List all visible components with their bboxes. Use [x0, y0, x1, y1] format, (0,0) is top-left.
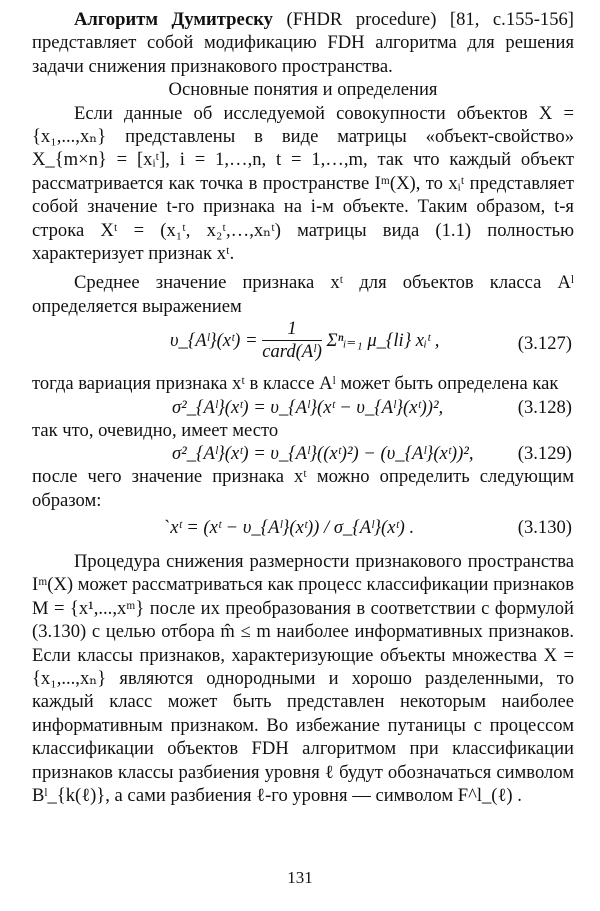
eq127-number: (3.127) — [517, 333, 572, 355]
page-body — [32, 8, 574, 807]
obvious-paragraph: так что, очевидно, имеет место — [32, 419, 279, 441]
eq129-formula: σ²_{Aˡ}(xᵗ) = υ_{Aˡ}((xᵗ)²) − (υ_{Aˡ}(xᵗ))², — [172, 443, 474, 465]
eq130-formula: ˋxᵗ = (xᵗ − υ_{Aˡ}(xᵗ)) / σ_{Aˡ}(xᵗ) . — [164, 516, 415, 538]
eq127-fraction — [262, 318, 322, 363]
equation-3-129 — [32, 442, 574, 465]
eq130-number: (3.130) — [517, 516, 572, 538]
eq127-rhs: Σⁿᵢ₌₁ μ_{li} xᵢᵗ , — [326, 330, 440, 352]
eq127-lhs: υ_{Aˡ}(xᵗ) = — [170, 330, 258, 352]
equation-3-128 — [32, 396, 574, 419]
intro-paragraph — [32, 8, 574, 78]
eq127-numerator: 1 — [262, 318, 322, 341]
eq127-denominator: card(Aˡ) — [262, 341, 322, 363]
section-heading: Основные понятия и определения — [168, 79, 438, 101]
mean-value-paragraph: Среднее значение признака xᵗ для объектов класса Aˡ определяется выражением — [32, 272, 574, 317]
algorithm-title: Алгоритм Думитреску — [74, 9, 273, 30]
page-number: 131 — [287, 868, 313, 887]
normalization-paragraph: после чего значение признака xᵗ можно определить следующим образом: — [32, 466, 574, 511]
equation-3-130 — [32, 516, 574, 544]
eq128-number: (3.128) — [517, 396, 572, 418]
variation-paragraph: тогда вариация признака xᵗ в классе Aˡ может быть определена как — [32, 373, 559, 395]
intro-text: (FHDR procedure) [81, с.155-156] представляет собой модификацию FDH алгоритма для решения задачи снижения признакового пространства. — [32, 9, 574, 77]
eq128-formula: σ²_{Aˡ}(xᵗ) = υ_{Aˡ}(xᵗ − υ_{Aˡ}(xᵗ))², — [172, 396, 444, 418]
procedure-paragraph: Процедура снижения размерности признакового пространства Iᵐ(X) может рассматриваться как процесс классификации признаков M = {x¹,...,xᵐ} после их преобразования в соответствии с формулой (3.130) с целью отбора m̂ ≤ m наиболее информативных признаков. Если классы признаков, характеризующие объекты множества X = {x₁,...,xₙ} являются однородными и хорошо разделенными, то каждый класс может быть представлен некоторым наиболее информативным признаком. Во избежание путаницы с процессом классификации объектов FDH алгоритмом при классификации признаков классы разбиения уровня ℓ будут обозначаться символом Bˡ_{k(ℓ)}, а сами разбиения ℓ-го уровня — символом F^l_(ℓ) . — [32, 550, 574, 806]
definitions-paragraph: Если данные об исследуемой совокупности объектов X = {x₁,...,xₙ} представлены в виде матрицы «объект-свойство» X_{m×n} = [xᵢᵗ], i = 1,…,n, t = 1,…,m, так что каждый объект рассматривается как точка в пространстве Iᵐ(X), то xᵢᵗ представляет собой значение t-го признака на i-м объекте. Таким образом, t-я строка Xᵗ = (x₁ᵗ, x₂ᵗ,…,xₙᵗ) матрицы вида (1.1) полностью характеризует признак xᵗ. — [32, 102, 574, 265]
eq129-number: (3.129) — [517, 443, 572, 465]
equation-3-127 — [32, 318, 574, 372]
